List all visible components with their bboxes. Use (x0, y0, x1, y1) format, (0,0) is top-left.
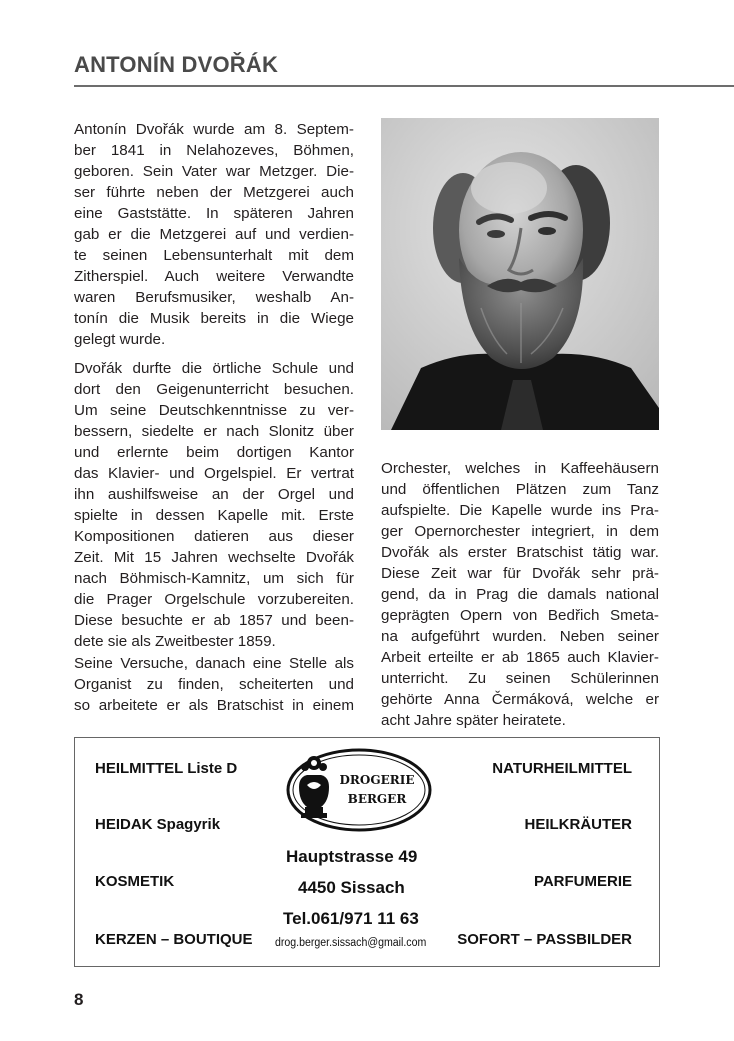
text-line: und erlernte beim dortigen Kantor (74, 444, 354, 461)
text-line: gelegt wurde. (74, 331, 166, 348)
text-line: Seine Versuche, danach eine Stelle als (74, 655, 354, 672)
text-line: gend, da in Prag die damals national (381, 586, 659, 603)
text-line: Antonín Dvořák wurde am 8. Septem- (74, 121, 354, 138)
text-line: Orchester, welches in Kaffeehäusern (381, 460, 659, 477)
text-line: Organist zu finden, scheiterten und (74, 676, 354, 693)
text-line: aufspielte. Die Kapelle wurde ins Pra- (381, 502, 659, 519)
ad-item-kosmetik: KOSMETIK (95, 873, 175, 890)
text-line: nach Böhmisch-Kamnitz, um sich für (74, 570, 354, 587)
text-line: Kompositionen datieren aus dieser (74, 528, 354, 545)
ad-item-heidak: HEIDAK Spagyrik (95, 816, 221, 833)
paragraph-orchestra (381, 458, 659, 731)
text-line: ihn aushilfsweise an der Orgel und (74, 486, 354, 503)
text-line: Arbeit erteilte er ab 1865 auch Klavier- (381, 649, 659, 666)
text-line: tonín die Musik bereits in die Wiege (74, 310, 354, 327)
ad-email[interactable]: drog.berger.sissach@gmail.com (275, 937, 427, 949)
text-line: eine Gaststätte. In späteren Jahren (74, 205, 354, 222)
drogerie-berger-logo (285, 747, 433, 833)
text-line: geprägten Opern von Bedřich Smeta- (381, 607, 659, 624)
ad-phone: Tel.061/971 11 63 (283, 909, 419, 928)
text-line: spielte in dessen Kapelle mit. Erste (74, 507, 354, 524)
text-line: ser führte neben der Metzgerei auch (74, 184, 354, 201)
dvorak-portrait-photo (381, 118, 659, 430)
title-divider (74, 85, 734, 87)
text-line: waren Berufsmusiker, weshalb An- (74, 289, 354, 306)
text-line: unterricht. Zu seinen Schülerinnen (381, 670, 659, 687)
text-line: Zeit. Mit 15 Jahren wechselte Dvořák (74, 549, 354, 566)
paragraph-organist (74, 653, 354, 716)
text-line: dete sie als Zweitbester 1859. (74, 633, 276, 650)
paragraph-birth (74, 119, 354, 350)
text-line: na aufgeführt wurden. Neben seiner (381, 628, 659, 645)
text-line: die Prager Orgelschule vorzubereiten. (74, 591, 354, 608)
ad-street: Hauptstrasse 49 (286, 847, 418, 866)
ad-item-parfumerie: PARFUMERIE (533, 873, 632, 890)
text-line: ber 1841 in Nelahozeves, Böhmen, (74, 142, 354, 159)
text-line: das Klavier- und Orgelspiel. Er vertrat (74, 465, 354, 482)
text-line: ger Opernorchester integriert, in dem (381, 523, 659, 540)
text-line: Dvořák als erster Bratschist tätig war. (381, 544, 659, 561)
logo-text-berger: BERGER (347, 792, 407, 806)
text-line: Um seine Deutschkenntnisse zu ver- (74, 402, 354, 419)
ad-item-heilkraeuter: HEILKRÄUTER (524, 816, 632, 833)
text-line: und öffentlichen Plätzen zum Tanz (381, 481, 659, 498)
text-line: te seinen Lebensunterhalt mit dem (74, 247, 354, 264)
paragraph-education (74, 358, 354, 652)
logo-text-drogerie: DROGERIE (339, 773, 415, 787)
text-line: dort den Geigenunterricht besuchen. (74, 381, 354, 398)
page-number: 8 (74, 990, 84, 1009)
text-line: geboren. Sein Vater war Metzger. Die- (74, 163, 354, 180)
text-line: so arbeitete er als Bratschist in einem (74, 697, 354, 714)
page-title: ANTONÍN DVOŘÁK (74, 52, 279, 77)
text-line: bessern, siedelte er nach Slonitz über (74, 423, 354, 440)
text-line: gehörte Anna Čermáková, welche er (381, 691, 659, 708)
text-line: gab er die Metzgerei auf und verdien- (74, 226, 354, 243)
text-line: Diese besuchte er ab 1857 und been- (74, 612, 354, 629)
text-line: Diese Zeit war für Dvořák sehr prä- (381, 565, 659, 582)
text-line: Zitherspiel. Auch weitere Verwandte (74, 268, 354, 285)
ad-item-kerzen: KERZEN – BOUTIQUE (95, 931, 253, 948)
ad-item-naturheilmittel: NATURHEILMITTEL (492, 760, 632, 777)
ad-city: 4450 Sissach (298, 878, 405, 897)
text-line: Dvořák durfte die örtliche Schule und (74, 360, 354, 377)
ad-item-passbilder: SOFORT – PASSBILDER (457, 931, 632, 948)
text-line: acht Jahre später heiratete. (381, 712, 566, 729)
ad-item-heilmittel: HEILMITTEL Liste D (95, 760, 238, 777)
